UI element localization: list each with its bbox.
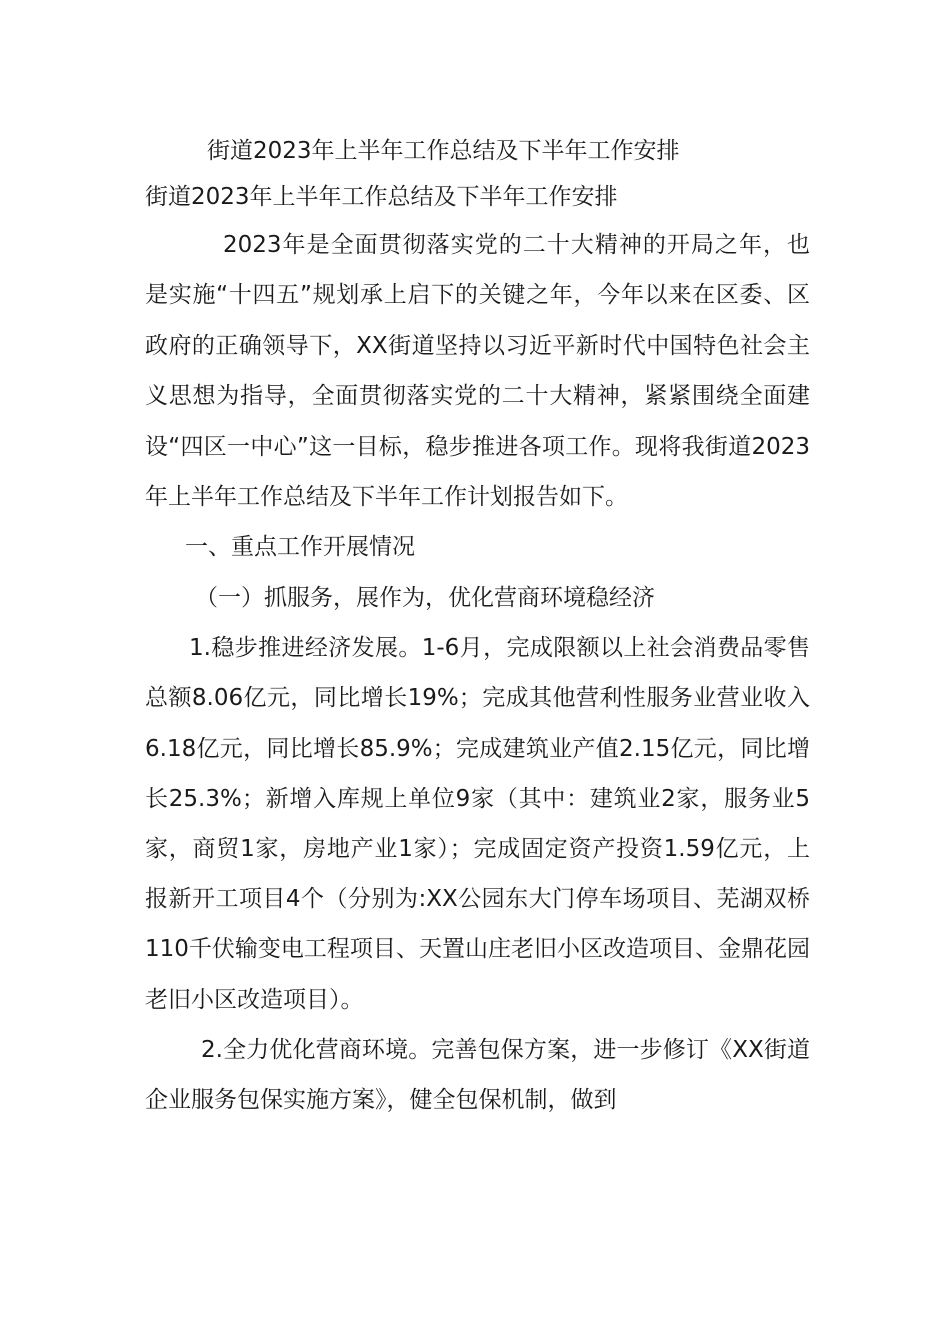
document-title: 街道2023年上半年工作总结及下半年工作安排 <box>207 138 680 164</box>
economy-paragraph: 1.稳步推进经济发展。1-6月，完成限额以上社会消费品零售总额8.06亿元，同比增长19%；完成其他营利性服务业营业收入6.18亿元，同比增长85.9%；完成建筑业产值2.15亿元，同比增长25.3%；新增入库规上单位9家（其中：建筑业2家，服务业5家，商贸1家，房地产业1家）；完成固定资产投资1.59亿元，上报新开工项目4个（分别为:XX公园东大门停车场项目、芜湖双桥110千伏输变电工程项目、天置山庄老旧小区改造项目、金鼎花园老旧小区改造项目）。 <box>145 635 810 1013</box>
business-environment-paragraph: 2.全力优化营商环境。完善包保方案，进一步修订《XX街道企业服务包保实施方案》，健全包保机制，做到 <box>145 1036 810 1114</box>
document-subtitle: 街道2023年上半年工作总结及下半年工作安排 <box>145 184 618 210</box>
subsection-heading: （一）抓服务，展作为，优化营商环境稳经济 <box>195 584 655 611</box>
document-body <box>145 128 810 1125</box>
intro-paragraph: 2023年是全面贯彻落实党的二十大精神的开局之年，也是实施“十四五”规划承上启下的关键之年，今年以来在区委、区政府的正确领导下，XX街道坚持以习近平新时代中国特色社会主义思想为指导，全面贯彻落实党的二十大精神，紧紧围绕全面建设“四区一中心”这一目标，稳步推进各项工作。现将我街道2023年上半年工作总结及下半年工作计划报告如下。 <box>145 232 810 511</box>
section-heading: 一、重点工作开展情况 <box>185 534 415 561</box>
